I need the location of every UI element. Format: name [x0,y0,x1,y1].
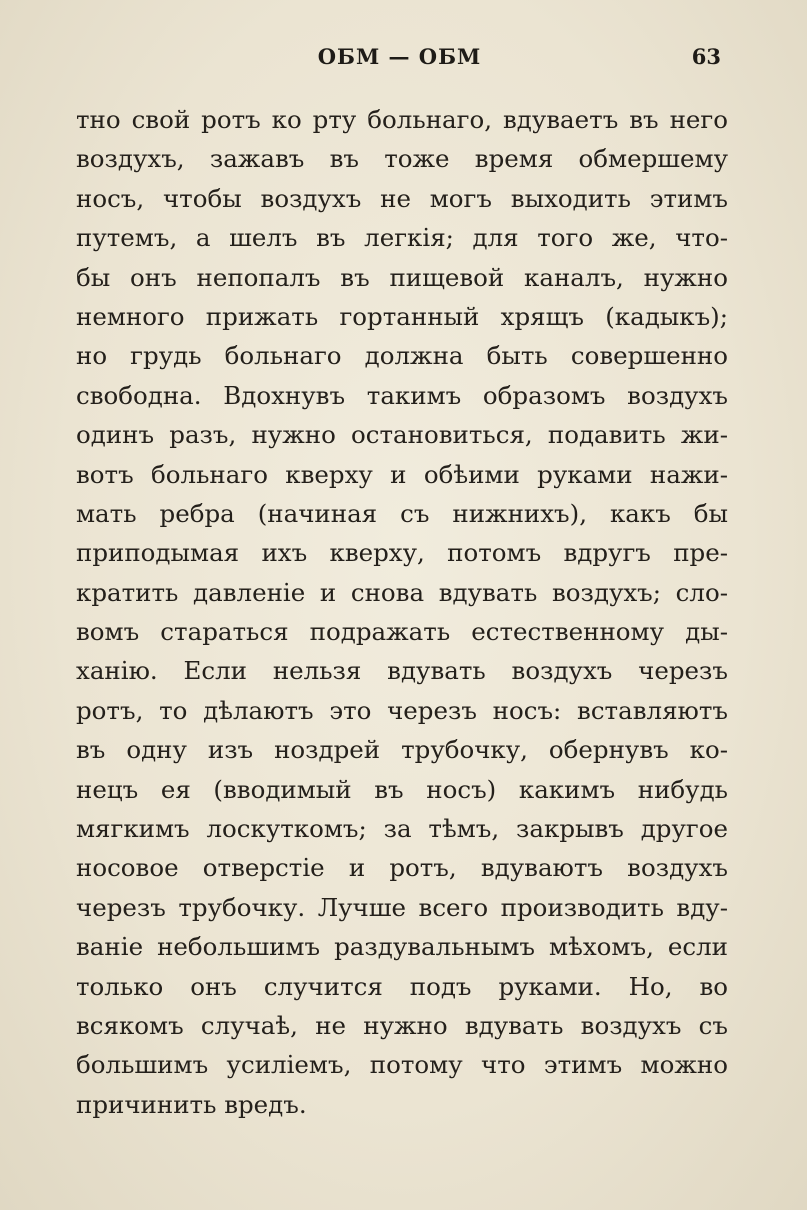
text-line: мать ребра (начиная съ нижнихъ), какъ бы [76,498,728,528]
text-line: большимъ усиліемъ, потому что этимъ можно [76,1050,728,1080]
page-header [72,40,727,80]
text-line: приподымая ихъ кверху, потомъ вдругъ пре- [76,538,728,568]
text-line: ваніе небольшимъ раздувальнымъ мѣхомъ, если [76,932,728,962]
text-line: одинъ разъ, нужно остановиться, подавить жи- [76,420,728,450]
text-line: ротъ, то дѣлаютъ это черезъ носъ: вставляютъ [76,695,728,725]
text-line: тно свой ротъ ко рту больнаго, вдуваетъ въ него [76,105,728,134]
body-text [76,100,728,1124]
text-line: носъ, чтобы воздухъ не могъ выходить этимъ [76,183,728,213]
page-number: 63 [691,44,721,69]
text-line: носовое отверстіе и ротъ, вдуваютъ воздухъ [76,853,728,883]
text-line: причинить вредъ. [76,1089,307,1119]
text-line: путемъ, а шелъ въ легкія; для того же, что- [76,223,728,253]
running-head: ОБМ — ОБМ [317,44,482,69]
text-line: свободна. Вдохнувъ такимъ образомъ воздухъ [76,380,728,410]
text-line: мягкимъ лоскуткомъ; за тѣмъ, закрывъ другое [76,814,728,844]
text-line: нецъ ея (вводимый въ носъ) какимъ нибудь [76,774,728,804]
text-line: воздухъ, зажавъ въ тоже время обмершему [76,144,728,174]
text-line: черезъ трубочку. Лучше всего производить вду- [76,892,728,922]
text-line: вотъ больнаго кверху и обѣими руками нажи- [76,459,728,489]
text-line: ханію. Если нельзя вдувать воздухъ черезъ [76,656,728,686]
text-line: бы онъ непопалъ въ пищевой каналъ, нужно [76,262,728,292]
text-line: въ одну изъ ноздрей трубочку, обернувъ ко- [76,735,728,765]
text-line: но грудь больнаго должна быть совершенно [76,341,728,371]
text-line: вомъ стараться подражать естественному ды- [76,617,728,647]
text-line: только онъ случится подъ руками. Но, во [76,971,728,1001]
text-line: кратить давленіе и снова вдувать воздухъ; сло- [76,577,728,607]
text-line: немного прижать гортанный хрящъ (кадыкъ); [76,301,728,331]
text-line: всякомъ случаѣ, не нужно вдувать воздухъ съ [76,1010,728,1040]
